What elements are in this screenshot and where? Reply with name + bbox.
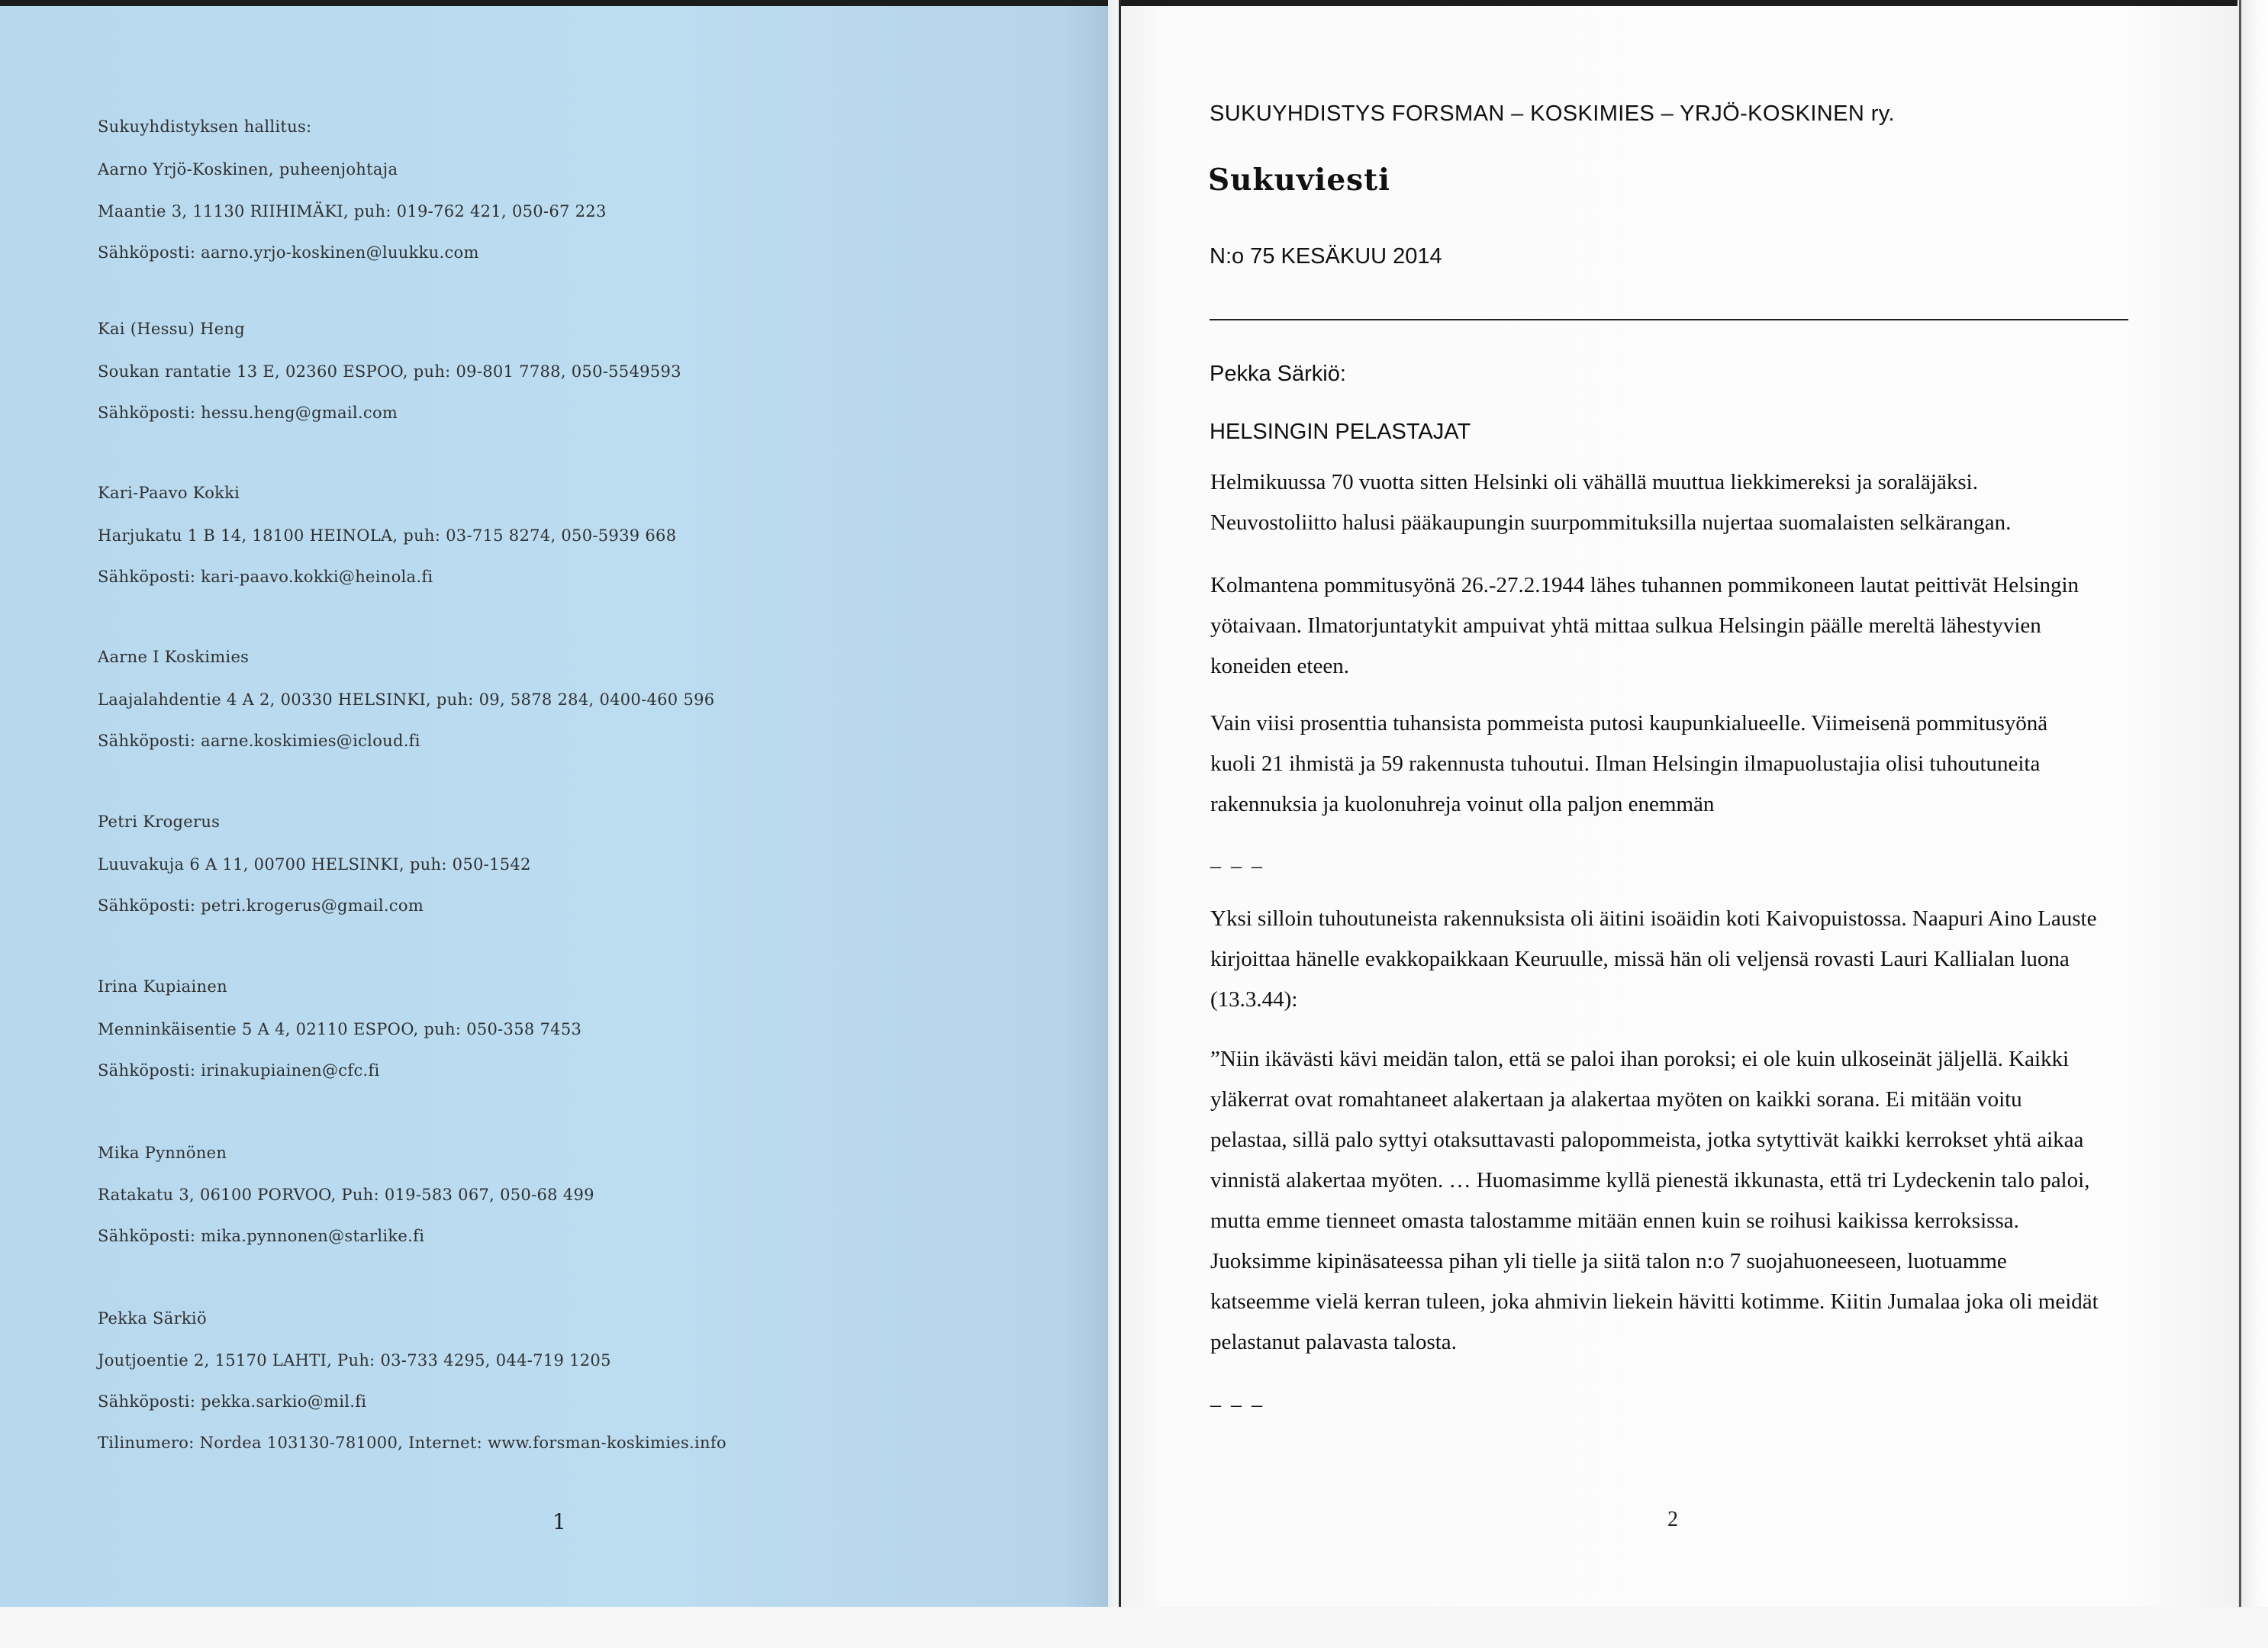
member-name: Mika Pynnönen xyxy=(98,1144,227,1162)
page-edge-line xyxy=(2239,0,2241,1611)
paragraph-line: yläkerrat ovat romahtaneet alakertaan ja alakertaa myöten on kaikki sorana. Ei mitään voitu xyxy=(1210,1087,2022,1112)
member-address: Harjukatu 1 B 14, 18100 HEINOLA, puh: 03-715 8274, 050-5939 668 xyxy=(98,526,677,545)
paragraph-line: rakennuksia ja kuolonuhreja voinut olla paljon enemmän xyxy=(1210,792,1715,816)
member-address: Joutjoentie 2, 15170 LAHTI, Puh: 03-733 4295, 044-719 1205 xyxy=(98,1351,611,1370)
newsletter-title: Sukuviesti xyxy=(1208,163,1390,198)
article-quote xyxy=(1210,1039,2149,1363)
member-address: Luuvakuja 6 A 11, 00700 HELSINKI, puh: 050-1542 xyxy=(98,855,531,874)
paragraph-line: koneiden eteen. xyxy=(1210,654,1349,678)
member-address: Soukan rantatie 13 E, 02360 ESPOO, puh: 09-801 7788, 050-5549593 xyxy=(98,362,681,381)
right-page xyxy=(1121,6,2237,1607)
scan-bottom-edge xyxy=(0,1607,2268,1648)
member-address: Laajalahdentie 4 A 2, 00330 HELSINKI, puh: 09, 5878 284, 0400-460 596 xyxy=(98,690,715,709)
scan-right-edge xyxy=(2237,0,2268,1648)
paragraph-line: katseemme vielä kerran tuleen, joka ahmivin liekein hävitti kotimme. Kiitin Jumalaa joka oli meidät xyxy=(1210,1289,2099,1314)
board-heading: Sukuyhdistyksen hallitus: xyxy=(98,117,312,136)
member-name: Kai (Hessu) Heng xyxy=(98,320,245,338)
member-email: Sähköposti: aarne.koskimies@icloud.fi xyxy=(98,732,420,750)
member-address: Menninkäisentie 5 A 4, 02110 ESPOO, puh: 050-358 7453 xyxy=(98,1020,582,1038)
member-email: Sähköposti: pekka.sarkio@mil.fi xyxy=(98,1392,367,1411)
section-separator: – – – xyxy=(1210,1393,1264,1417)
member-name: Kari-Paavo Kokki xyxy=(98,484,240,502)
page-number-right: 2 xyxy=(1667,1508,1678,1531)
member-email: Sähköposti: petri.krogerus@gmail.com xyxy=(98,896,424,915)
paragraph-line: kuoli 21 ihmistä ja 59 rakennusta tuhoutui. Ilman Helsingin ilmapuolustajia olisi tuhoutuneita xyxy=(1210,752,2041,776)
member-email: Sähköposti: irinakupiainen@cfc.fi xyxy=(98,1061,380,1080)
paragraph-line: Neuvostoliitto halusi pääkaupungin suurpommituksilla nujertaa suomalaisten selkärangan. xyxy=(1210,510,2012,535)
binding-gutter xyxy=(1108,0,1119,1648)
paragraph-line: kirjoittaa hänelle evakkopaikkaan Keuruulle, missä hän oli veljensä rovasti Lauri Kallialan luona xyxy=(1210,947,2070,971)
paragraph-line: Juoksimme kipinäsateessa pihan yli tielle ja siitä talon n:o 7 suojahuoneeseen, luotuamme xyxy=(1210,1249,2007,1273)
article-author: Pekka Särkiö: xyxy=(1210,362,1346,386)
member-name: Aarne I Koskimies xyxy=(98,648,250,666)
member-email: Sähköposti: hessu.heng@gmail.com xyxy=(98,404,398,422)
paragraph-line: Helmikuussa 70 vuotta sitten Helsinki oli vähällä muuttua liekkimereksi ja soraläjäksi. xyxy=(1210,470,1978,494)
member-email: Sähköposti: kari-paavo.kokki@heinola.fi xyxy=(98,568,433,586)
member-address: Ratakatu 3, 06100 PORVOO, Puh: 019-583 067, 050-68 499 xyxy=(98,1186,594,1204)
paragraph-line: pelastanut palavasta talosta. xyxy=(1210,1330,1457,1354)
issue-number: N:o 75 KESÄKUU 2014 xyxy=(1210,244,1442,269)
member-address: Maantie 3, 11130 RIIHIMÄKI, puh: 019-762 421, 050-67 223 xyxy=(98,202,607,220)
member-name: Aarno Yrjö-Koskinen, puheenjohtaja xyxy=(98,160,398,179)
left-page xyxy=(0,6,1108,1607)
member-name: Pekka Särkiö xyxy=(98,1309,207,1328)
member-name: Petri Krogerus xyxy=(98,813,221,831)
article-paragraph xyxy=(1210,703,2149,825)
member-name: Irina Kupiainen xyxy=(98,977,227,996)
paragraph-line: mutta emme tienneet omasta talostamme mitään ennen kuin se roihusi kaikissa kerroksissa. xyxy=(1210,1209,2019,1233)
section-separator: – – – xyxy=(1210,855,1264,878)
paragraph-line: yötaivaan. Ilmatorjuntatykit ampuivat yhtä mittaa sulkua Helsingin päälle mereltä lähestyvien xyxy=(1210,613,2041,638)
paragraph-line: ”Niin ikävästi kävi meidän talon, että se paloi ihan poroksi; ei ole kuin ulkoseinät jäljellä. Kaikki xyxy=(1210,1047,2070,1071)
paragraph-line: Kolmantena pommitusyönä 26.-27.2.1944 lähes tuhannen pommikoneen lautat peittivät Helsingin xyxy=(1210,573,2080,597)
paragraph-line: pelastaa, sillä palo syttyi otaksuttavasti palopommeista, jotka sytyttivät kaikki kerrokset yhtä aikaa xyxy=(1210,1128,2084,1152)
paragraph-line: Yksi silloin tuhoutuneista rakennuksista oli äitini isoäidin koti Kaivopuistossa. Naapuri Aino Lauste xyxy=(1210,906,2097,931)
member-email: Sähköposti: mika.pynnonen@starlike.fi xyxy=(98,1227,425,1245)
account-info: Tilinumero: Nordea 103130-781000, Internet: www.forsman-koskimies.info xyxy=(98,1434,726,1452)
paragraph-line: (13.3.44): xyxy=(1210,987,1298,1012)
article-paragraph xyxy=(1210,462,2149,543)
paragraph-line: Vain viisi prosenttia tuhansista pommeista putosi kaupunkialueelle. Viimeisenä pommitusyönä xyxy=(1210,711,2048,735)
article-title: HELSINGIN PELASTAJAT xyxy=(1210,420,1471,444)
header-divider xyxy=(1210,319,2128,320)
society-name: SUKUYHDISTYS FORSMAN – KOSKIMIES – YRJÖ-KOSKINEN ry. xyxy=(1210,101,1895,126)
member-email: Sähköposti: aarno.yrjo-koskinen@luukku.com xyxy=(98,243,479,262)
article-paragraph xyxy=(1210,565,2149,687)
page-number-left: 1 xyxy=(553,1509,566,1534)
article-paragraph xyxy=(1210,899,2149,1020)
paragraph-line: vinnistä alakertaa myöten. … Huomasimme kyllä pienestä ikkunasta, että tri Lydeckenin talo paloi, xyxy=(1210,1168,2090,1193)
